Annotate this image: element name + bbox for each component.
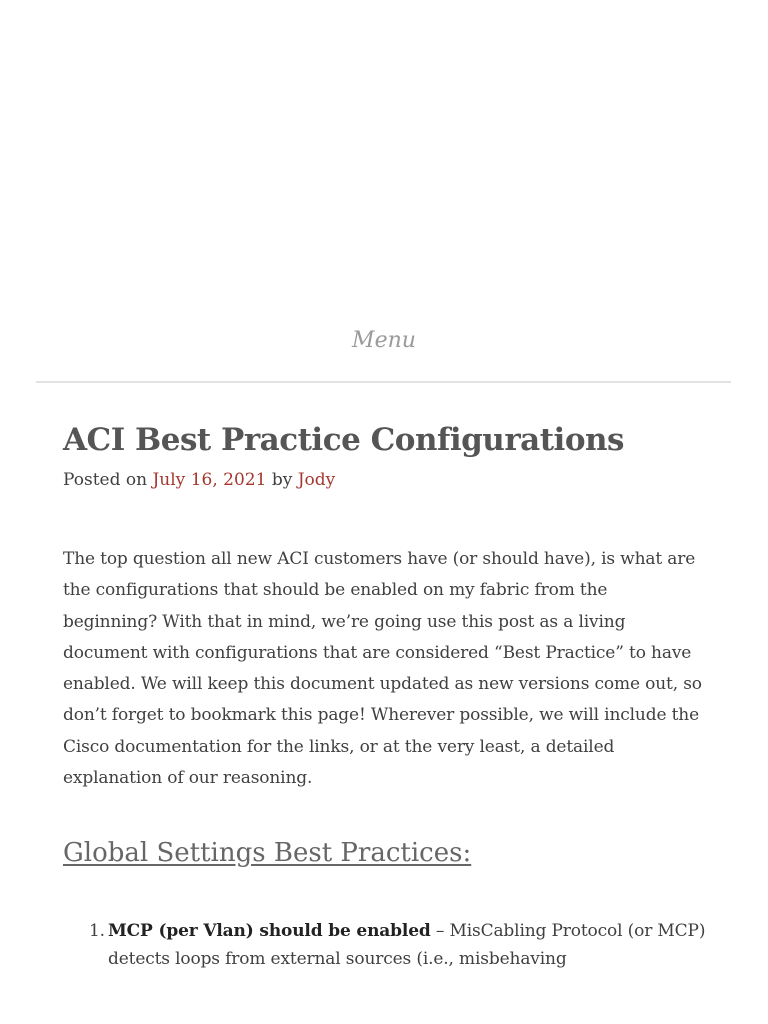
by-label: by	[271, 470, 293, 490]
posted-on-label: Posted on	[63, 470, 148, 490]
nav-divider	[36, 381, 731, 383]
best-practice-list	[63, 917, 748, 973]
post-meta	[63, 470, 335, 490]
section-heading: Global Settings Best Practices:	[63, 838, 472, 868]
list-item-number: 1.	[89, 921, 105, 941]
author-link[interactable]: Jody	[297, 470, 336, 490]
menu-toggle[interactable]: Menu	[352, 328, 416, 353]
list-item-title: MCP (per Vlan) should be enabled	[108, 921, 431, 941]
intro-paragraph: The top question all new ACI customers have (or should have), is what are the configurations that should be enabled on my fabric from the beginning? With that in mind, we’re going use this post as a living document with configurations that are considered “Best Practice” to have enabled. We will keep this document updated as new versions come out, so don’t forget to bookmark this page! Wherever possible, we will include the Cisco documentation for the links, or at the very least, a detailed explanation of our reasoning.	[63, 549, 702, 789]
post-date-link[interactable]: July 16, 2021	[152, 470, 267, 490]
list-item	[89, 917, 748, 973]
list-item-text: – MisCabling Protocol (or MCP) detects loops from external sources (i.e., misbehaving	[108, 921, 706, 969]
post-title: ACI Best Practice Configurations	[63, 422, 624, 458]
